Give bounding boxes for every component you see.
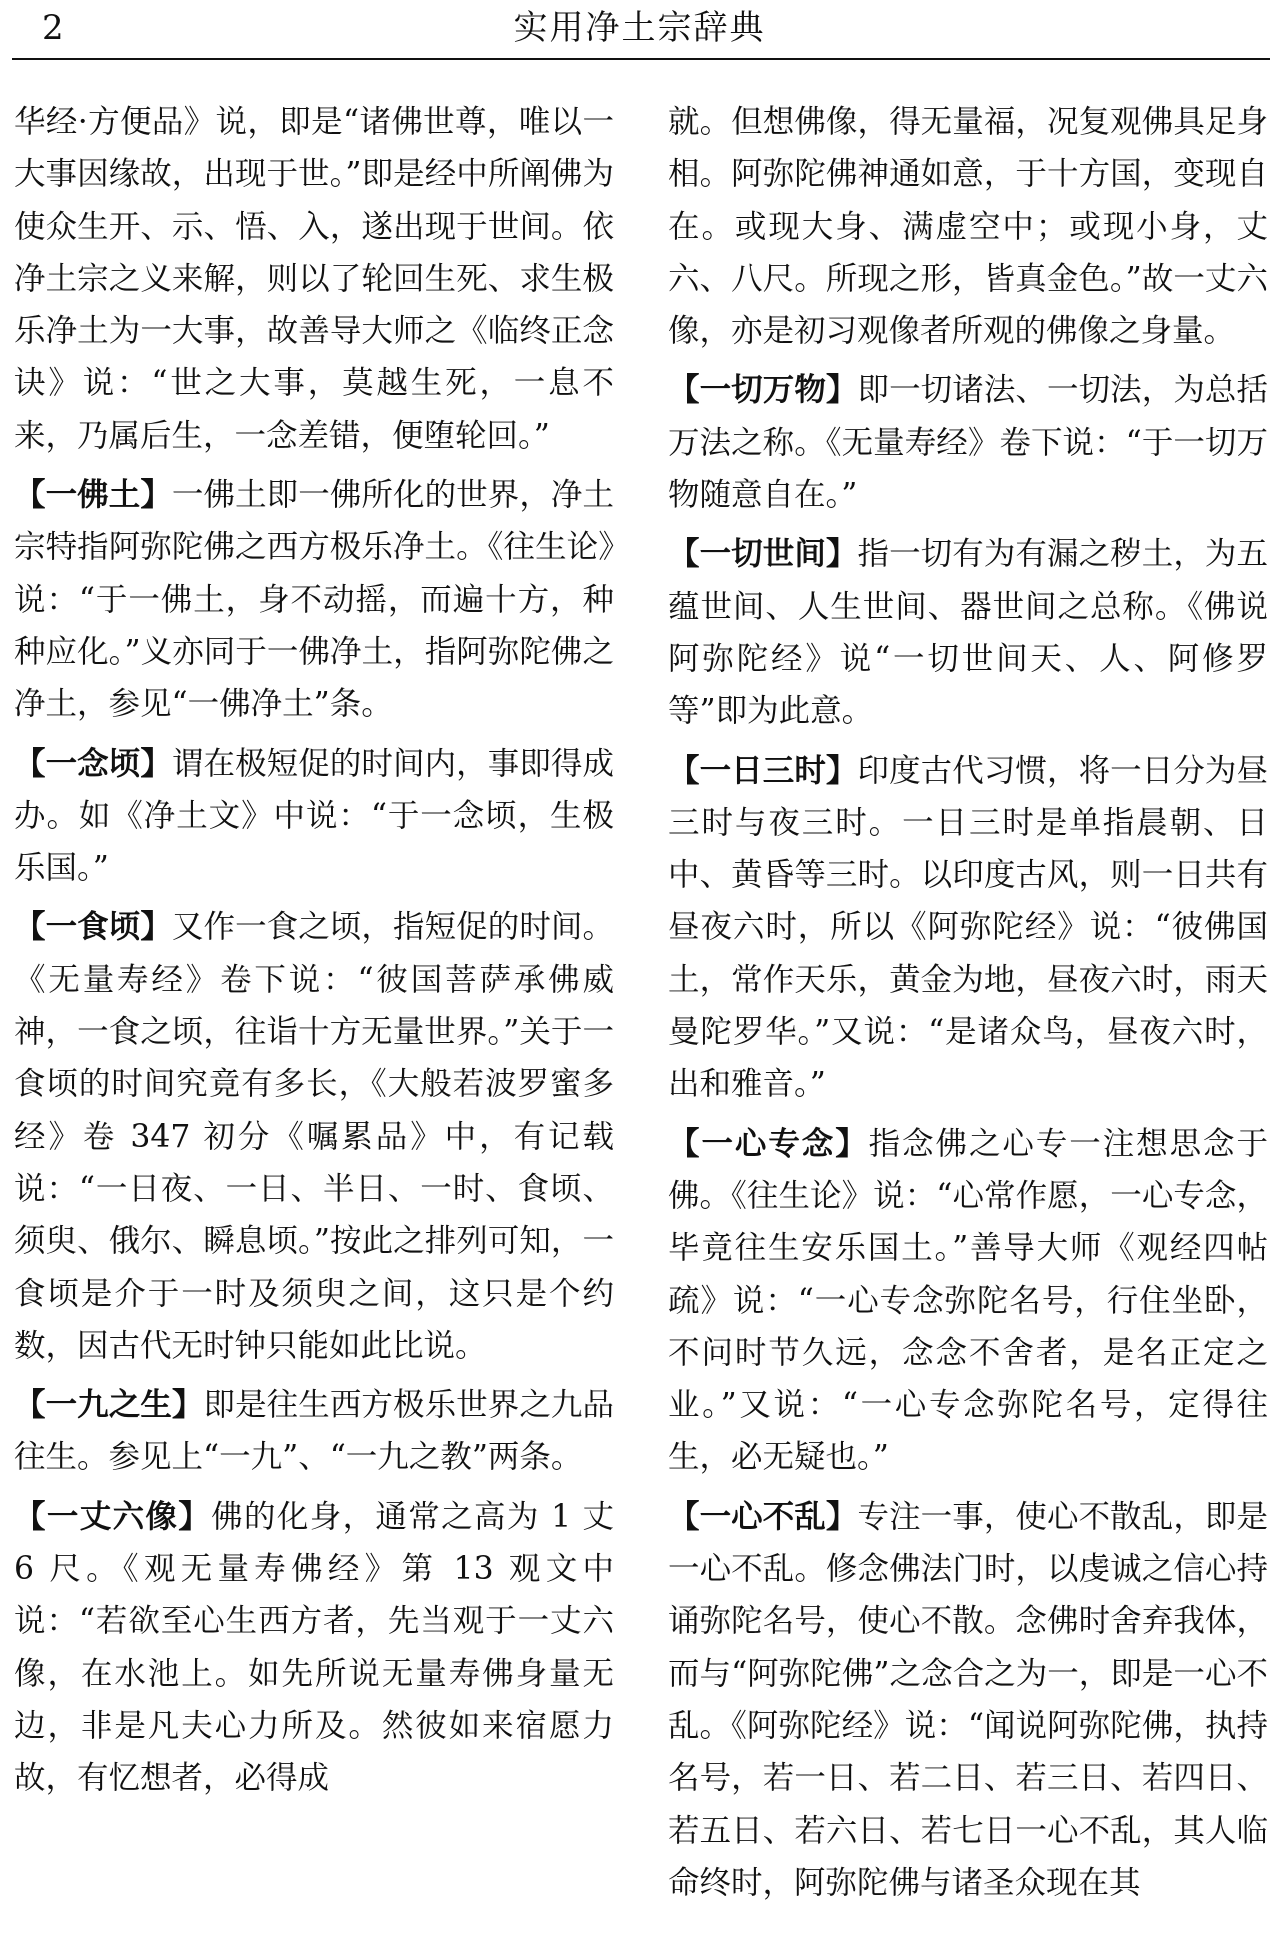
entry-text: 又作一食之顷，指短促的时间。《无量寿经》卷下说：“彼国菩萨承佛威神，一食之顷，往诣十方无量世界。”关于一食顷的时间究竟有多长，《大般若波罗蜜多经》卷 347 初分《嘱累品》中，有记载说：“一日夜、一日、半日、一时、食顷、须臾、俄尔、瞬息顷。”按此之排列可知，一食顷是介于一时及须臾之间，这只是个约数，因古代无时钟只能如此比说。 xyxy=(14,909,614,1364)
entry-yi-xin-bu-luan xyxy=(668,1491,1268,1909)
entry-yi-qie-wan-wu xyxy=(668,364,1268,521)
entry-continuation xyxy=(14,96,614,462)
entry-text: 即是往生西方极乐世界之九品往生。参见上“一九”、“一九之教”两条。 xyxy=(14,1387,614,1476)
header-rule xyxy=(12,58,1270,60)
entry-term: 【一切万物】 xyxy=(668,371,858,409)
page-header xyxy=(0,0,1279,64)
entry-yi-xin-zhuan-nian xyxy=(668,1118,1268,1484)
entry-term: 【一心不乱】 xyxy=(668,1497,858,1535)
entry-term: 【一佛土】 xyxy=(14,476,172,514)
entry-text: 谓在极短促的时间内，事即得成办。如《净土文》中说：“于一念顷，生极乐国。” xyxy=(14,745,614,887)
entry-term: 【一切世间】 xyxy=(668,535,858,573)
entry-text: 就。但想佛像，得无量福，况复观佛具足身相。阿弥陀佛神通如意，于十方国，变现自在。或现大身、满虚空中；或现小身，丈六、八尺。所现之形，皆真金色。”故一丈六像，亦是初习观像者所观的佛像之身量。 xyxy=(668,104,1268,350)
entry-yi-zhang-liu-xiang xyxy=(14,1491,614,1805)
page-number: 2 xyxy=(42,8,64,48)
entry-yi-nian-qing xyxy=(14,738,614,895)
entry-text: 专注一事，使心不散乱，即是一心不乱。修念佛法门时，以虔诚之信心持诵弥陀名号，使心不散。念佛时舍弃我体，而与“阿弥陀佛”之念合之为一，即是一心不乱。《阿弥陀经》说：“闻说阿弥陀佛，执持名号，若一日、若二日、若三日、若四日、若五日、若六日、若七日一心不乱，其人临命终时，阿弥陀佛与诸圣众现在其 xyxy=(668,1498,1268,1901)
entry-term: 【一丈六像】 xyxy=(14,1497,212,1535)
entry-yi-fo-tu xyxy=(14,469,614,730)
entry-yi-qie-shi-jian xyxy=(668,528,1268,737)
entry-text: 印度古代习惯，将一日分为昼三时与夜三时。一日三时是单指晨朝、日中、黄昏等三时。以印度古风，则一日共有昼夜六时，所以《阿弥陀经》说：“彼佛国土，常作天乐，黄金为地，昼夜六时，雨天曼陀罗华。”又说：“是诸众鸟，昼夜六时，出和雅音。” xyxy=(668,752,1268,1103)
entry-term: 【一日三时】 xyxy=(668,751,858,789)
entry-text: 指一切有为有漏之秽土，为五蕴世间、人生世间、器世间之总称。《佛说阿弥陀经》说“一切世间天、人、阿修罗等”即为此意。 xyxy=(668,536,1268,730)
entry-term: 【一食顷】 xyxy=(14,908,172,946)
entry-term: 【一念顷】 xyxy=(14,744,172,782)
running-title: 实用净土宗辞典 xyxy=(513,8,766,48)
entry-term: 【一心专念】 xyxy=(668,1124,869,1162)
entry-text: 佛的化身，通常之高为 1 丈 6 尺。《观无量寿佛经》第 13 观文中说：“若欲至心生西方者，先当观于一丈六像，在水池上。如先所说无量寿佛身量无边，非是凡夫心力所及。然彼如来宿愿力故，有忆想者，必得成 xyxy=(14,1498,614,1797)
right-column xyxy=(668,96,1268,1936)
entry-yi-jiu-zhi-sheng xyxy=(14,1379,614,1484)
left-column xyxy=(14,96,614,1936)
entry-text: 指念佛之心专一注想思念于佛。《往生论》说：“心常作愿，一心专念，毕竟往生安乐国土。”善导大师《观经四帖疏》说：“一心专念弥陀名号，行住坐卧，不问时节久远，念念不舍者，是名正定之业。”又说：“一心专念弥陀名号，定得往生，必无疑也。” xyxy=(668,1125,1268,1476)
entry-yi-shi-qing xyxy=(14,901,614,1372)
entry-text: 华经·方便品》说，即是“诸佛世尊，唯以一大事因缘故，出现于世。”即是经中所阐佛为使众生开、示、悟、入，遂出现于世间。依净土宗之义来解，则以了轮回生死、求生极乐净土为一大事，故善导大师之《临终正念诀》说：“世之大事，莫越生死，一息不来，乃属后生，一念差错，便堕轮回。” xyxy=(14,104,614,454)
entry-term: 【一九之生】 xyxy=(14,1386,204,1424)
entry-text: 一佛土即一佛所化的世界，净土宗特指阿弥陀佛之西方极乐净土。《往生论》说：“于一佛土，身不动摇，而遍十方，种种应化。”义亦同于一佛净土，指阿弥陀佛之净土，参见“一佛净土”条。 xyxy=(14,477,614,723)
entry-text: 即一切诸法、一切法，为总括万法之称。《无量寿经》卷下说：“于一切万物随意自在。” xyxy=(668,372,1268,514)
entry-yi-ri-san-shi xyxy=(668,745,1268,1111)
entry-continuation xyxy=(668,96,1268,357)
